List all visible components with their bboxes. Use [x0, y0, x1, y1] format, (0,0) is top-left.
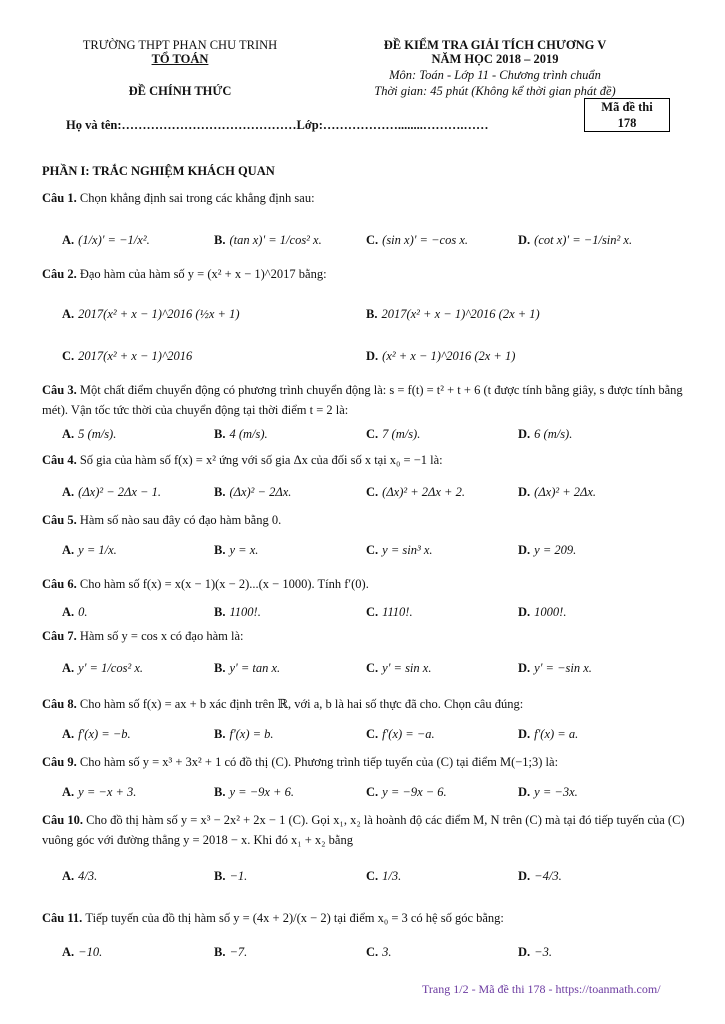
option-key: D. — [518, 785, 531, 799]
option-text: 2017(x² + x − 1)^2016 (½x + 1) — [78, 307, 240, 321]
option-key: A. — [62, 869, 75, 883]
option-text: −10. — [78, 945, 103, 959]
option-key: B. — [214, 427, 226, 441]
option-key: C. — [366, 233, 379, 247]
option-key: C. — [366, 605, 379, 619]
option-text: (tan x)' = 1/cos² x. — [229, 233, 322, 247]
question-8-option-d[interactable] — [518, 724, 578, 744]
option-text: y' = sin x. — [382, 661, 432, 675]
option-text: y = 209. — [534, 543, 577, 557]
option-key: B. — [214, 485, 226, 499]
question-7-option-b[interactable] — [214, 658, 280, 678]
option-key: B. — [214, 233, 226, 247]
option-text: 2017(x² + x − 1)^2016 (2x + 1) — [381, 307, 540, 321]
option-key: C. — [366, 427, 379, 441]
question-text: Chọn khẳng định sai trong các khẳng định sau: — [79, 191, 315, 205]
question-text: Hàm số y = cos x có đạo hàm là: — [79, 629, 244, 643]
option-key: A. — [62, 661, 75, 675]
option-text: y' = tan x. — [229, 661, 281, 675]
option-text: −3. — [534, 945, 552, 959]
question-8-option-b[interactable] — [214, 724, 274, 744]
question-4-option-d[interactable] — [518, 482, 596, 502]
question-11-option-c[interactable] — [366, 942, 392, 962]
question-label: Câu 2. — [42, 267, 80, 281]
option-key: D. — [518, 427, 531, 441]
option-key: A. — [62, 727, 75, 741]
option-text: 4 (m/s). — [229, 427, 268, 441]
question-2-option-a[interactable] — [62, 304, 240, 324]
option-text: y = −9x + 6. — [229, 785, 294, 799]
question-5-option-a[interactable] — [62, 540, 117, 560]
question-text: Cho hàm số f(x) = ax + b xác định trên ℝ, với a, b là hai số thực đã cho. Chọn câu đúng: — [79, 697, 524, 711]
option-key: B. — [214, 727, 226, 741]
option-text: f'(x) = −b. — [78, 727, 131, 741]
option-key: A. — [62, 945, 75, 959]
question-11-option-a[interactable] — [62, 942, 102, 962]
question-10-option-a[interactable] — [62, 866, 97, 886]
question-text: Một chất điểm chuyển động có phương trình chuyển động là: s = f(t) = t² + t + 6 (t được tính bằng giây, s được tính bằng mét). Vận tốc tức thời của chuyển động tại thời điểm t = 2 là: — [42, 383, 683, 417]
question-text: Số gia của hàm số f(x) = x² ứng với số gia Δx của đối số x tại x₀ = −1 là: — [79, 453, 443, 467]
name-class-line: Họ và tên:……………………………………Lớp:………………........……….…… — [66, 118, 489, 132]
option-key: D. — [518, 727, 531, 741]
question-1 — [42, 188, 692, 208]
option-text: y' = 1/cos² x. — [78, 661, 143, 675]
question-3-option-b[interactable] — [214, 424, 268, 444]
option-key: C. — [366, 945, 379, 959]
option-text: f'(x) = b. — [229, 727, 274, 741]
option-text: (1/x)' = −1/x². — [78, 233, 150, 247]
question-3-option-d[interactable] — [518, 424, 572, 444]
option-text: f'(x) = a. — [534, 727, 579, 741]
exam-code-label: Mã đề thi — [601, 100, 653, 114]
option-text: (Δx)² − 2Δx − 1. — [78, 485, 161, 499]
question-6 — [42, 574, 692, 594]
time-line: Thời gian: 45 phút (Không kể thời gian phát đề) — [374, 84, 616, 98]
question-7-option-d[interactable] — [518, 658, 592, 678]
question-label: Câu 1. — [42, 191, 80, 205]
option-text: 1000!. — [534, 605, 567, 619]
question-10-option-c[interactable] — [366, 866, 401, 886]
option-key: A. — [62, 605, 75, 619]
question-8-option-c[interactable] — [366, 724, 435, 744]
question-text: Cho đồ thị hàm số y = x³ − 2x² + 2x − 1 (C). Gọi x₁, x₂ là hoành độ các điểm M, N trên (C) mà tại đó tiếp tuyến của (C) vuông góc với đường thẳng y = 2018 − x. Khi đó x₁ + x₂ bằng — [42, 813, 685, 847]
question-text: Hàm số nào sau đây có đạo hàm bằng 0. — [79, 513, 282, 527]
question-9 — [42, 752, 692, 772]
question-2-option-d[interactable] — [366, 346, 515, 366]
question-9-option-a[interactable] — [62, 782, 136, 802]
option-key: A. — [62, 543, 75, 557]
question-text: Tiếp tuyến của đồ thị hàm số y = (4x + 2)/(x − 2) tại điểm x₀ = 3 có hệ số góc bằng: — [85, 911, 504, 925]
option-text: 2017(x² + x − 1)^2016 — [78, 349, 193, 363]
question-4-option-c[interactable] — [366, 482, 465, 502]
exam-code: 178 — [617, 116, 637, 130]
question-1-option-a[interactable] — [62, 230, 150, 250]
option-key: B. — [366, 307, 378, 321]
option-text: y = −9x − 6. — [382, 785, 447, 799]
option-text: y = sin³ x. — [382, 543, 433, 557]
question-label: Câu 4. — [42, 453, 80, 467]
section-title: PHẦN I: TRẮC NGHIỆM KHÁCH QUAN — [42, 164, 275, 178]
option-key: A. — [62, 785, 75, 799]
question-6-option-c[interactable] — [366, 602, 413, 622]
question-7-option-a[interactable] — [62, 658, 143, 678]
option-key: C. — [366, 543, 379, 557]
option-text: (Δx)² − 2Δx. — [229, 485, 292, 499]
question-3-option-a[interactable] — [62, 424, 116, 444]
question-label: Câu 3. — [42, 383, 80, 397]
option-text: (cot x)' = −1/sin² x. — [534, 233, 633, 247]
option-text: 7 (m/s). — [382, 427, 421, 441]
question-9-option-c[interactable] — [366, 782, 447, 802]
question-label: Câu 6. — [42, 577, 80, 591]
question-7-option-c[interactable] — [366, 658, 431, 678]
option-key: B. — [214, 869, 226, 883]
option-key: B. — [214, 785, 226, 799]
question-label: Câu 11. — [42, 911, 86, 925]
question-2-option-c[interactable] — [62, 346, 192, 366]
option-text: 1100!. — [229, 605, 261, 619]
exam-code-box — [584, 98, 670, 132]
option-text: (Δx)² + 2Δx + 2. — [382, 485, 465, 499]
question-5-option-c[interactable] — [366, 540, 433, 560]
question-10 — [42, 810, 692, 850]
question-9-option-d[interactable] — [518, 782, 578, 802]
option-key: D. — [518, 869, 531, 883]
department: TỔ TOÁN — [151, 52, 209, 66]
option-key: C. — [366, 727, 379, 741]
question-6-option-b[interactable] — [214, 602, 261, 622]
option-key: A. — [62, 427, 75, 441]
option-text: 5 (m/s). — [78, 427, 117, 441]
question-text: Cho hàm số f(x) = x(x − 1)(x − 2)...(x − 1000). Tính f′(0). — [79, 577, 369, 591]
question-label: Câu 10. — [42, 813, 87, 827]
question-1-option-b[interactable] — [214, 230, 322, 250]
question-5 — [42, 510, 692, 530]
option-key: C. — [62, 349, 75, 363]
question-4-option-b[interactable] — [214, 482, 291, 502]
option-text: −7. — [229, 945, 248, 959]
option-key: A. — [62, 307, 75, 321]
option-key: A. — [62, 485, 75, 499]
option-key: D. — [518, 945, 531, 959]
option-key: B. — [214, 543, 226, 557]
question-8 — [42, 694, 692, 714]
option-key: D. — [366, 349, 379, 363]
option-key: A. — [62, 233, 75, 247]
question-11-option-d[interactable] — [518, 942, 552, 962]
question-2 — [42, 264, 692, 284]
question-9-option-b[interactable] — [214, 782, 294, 802]
option-text: 4/3. — [78, 869, 98, 883]
question-11 — [42, 908, 692, 928]
question-text: Đạo hàm của hàm số y = (x² + x − 1)^2017 bằng: — [79, 267, 327, 281]
question-5-option-d[interactable] — [518, 540, 576, 560]
school-name: TRƯỜNG THPT PHAN CHU TRINH — [82, 38, 278, 52]
option-key: D. — [518, 485, 531, 499]
question-3 — [42, 380, 692, 420]
option-key: C. — [366, 485, 379, 499]
question-2-option-b[interactable] — [366, 304, 540, 324]
question-5-option-b[interactable] — [214, 540, 258, 560]
question-label: Câu 9. — [42, 755, 80, 769]
option-key: B. — [214, 605, 226, 619]
option-text: y' = −sin x. — [534, 661, 592, 675]
question-8-option-a[interactable] — [62, 724, 131, 744]
option-text: y = 1/x. — [78, 543, 117, 557]
option-text: y = −3x. — [534, 785, 578, 799]
option-text: 1/3. — [382, 869, 402, 883]
question-label: Câu 5. — [42, 513, 80, 527]
question-6-option-a[interactable] — [62, 602, 88, 622]
question-text: Cho hàm số y = x³ + 3x² + 1 có đồ thị (C). Phương trình tiếp tuyến của (C) tại điểm M(−1;3) là: — [79, 755, 559, 769]
official-label: ĐỀ CHÍNH THỨC — [128, 84, 232, 98]
option-text: 1110!. — [382, 605, 413, 619]
option-text: (sin x)' = −cos x. — [382, 233, 468, 247]
question-4 — [42, 450, 692, 470]
option-text: (x² + x − 1)^2016 (2x + 1) — [382, 349, 516, 363]
question-3-option-c[interactable] — [366, 424, 420, 444]
question-1-option-d[interactable] — [518, 230, 632, 250]
question-1-option-c[interactable] — [366, 230, 468, 250]
option-key: D. — [518, 661, 531, 675]
option-text: −4/3. — [534, 869, 562, 883]
option-text: 6 (m/s). — [534, 427, 573, 441]
question-6-option-d[interactable] — [518, 602, 566, 622]
option-text: (Δx)² + 2Δx. — [534, 485, 597, 499]
option-text: y = x. — [229, 543, 259, 557]
option-text: y = −x + 3. — [78, 785, 137, 799]
option-key: B. — [214, 661, 226, 675]
page-footer: Trang 1/2 - Mã đề thi 178 - https://toanmath.com/ — [422, 982, 661, 996]
option-text: f'(x) = −a. — [382, 727, 435, 741]
option-text: 0. — [78, 605, 88, 619]
option-text: −1. — [229, 869, 248, 883]
option-key: C. — [366, 661, 379, 675]
option-text: 3. — [382, 945, 392, 959]
exam-title: ĐỀ KIỂM TRA GIẢI TÍCH CHƯƠNG V — [383, 38, 607, 52]
question-10-option-b[interactable] — [214, 866, 247, 886]
option-key: D. — [518, 605, 531, 619]
question-10-option-d[interactable] — [518, 866, 562, 886]
option-key: C. — [366, 869, 379, 883]
subject-line: Môn: Toán - Lớp 11 - Chương trình chuẩn — [389, 68, 601, 82]
option-key: B. — [214, 945, 226, 959]
question-7 — [42, 626, 692, 646]
option-key: D. — [518, 233, 531, 247]
question-label: Câu 7. — [42, 629, 80, 643]
option-key: D. — [518, 543, 531, 557]
question-11-option-b[interactable] — [214, 942, 247, 962]
question-label: Câu 8. — [42, 697, 80, 711]
option-key: C. — [366, 785, 379, 799]
question-4-option-a[interactable] — [62, 482, 161, 502]
school-year: NĂM HỌC 2018 – 2019 — [431, 52, 559, 66]
